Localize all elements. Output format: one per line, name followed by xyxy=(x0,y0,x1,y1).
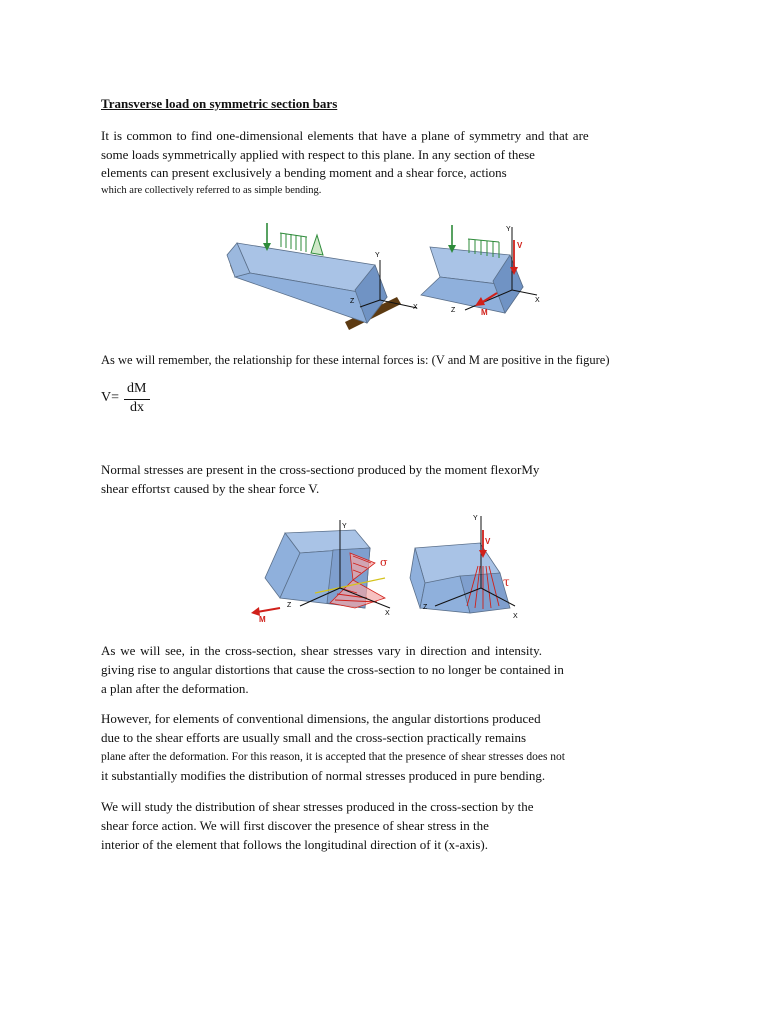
sigma-label: σ xyxy=(380,556,388,569)
intro-line-2: some loads symmetrically applied with respect to this plane. In any section of these xyxy=(101,147,535,162)
figure-stress-distribution xyxy=(245,508,535,628)
para1-line-3: a plan after the deformation. xyxy=(101,681,249,696)
right-stress-axis-x-label: X xyxy=(513,613,518,620)
intro-line-1: It is common to find one-dimensional elements that have a plane of symmetry and that are xyxy=(101,128,589,143)
relationship-text: As we will remember, the relationship for these internal forces is: (V and M are positive in the figure) xyxy=(101,353,610,367)
left-moment-arrow xyxy=(257,608,280,612)
equation-lhs: V= xyxy=(101,390,120,405)
left-axis-z-label: Z xyxy=(350,298,355,305)
right-axis-y-label: Y xyxy=(506,226,511,233)
right-stress-axis-y-label: Y xyxy=(473,515,478,522)
intro-line-3: elements can present exclusively a bending moment and a shear force, actions xyxy=(101,165,507,180)
left-stress-axis-x-label: X xyxy=(385,610,390,617)
para1-line-2: giving rise to angular distortions that cause the cross-section to no longer be contained in xyxy=(101,662,564,677)
left-axis-y-label: Y xyxy=(375,252,380,259)
para2-line-1: However, for elements of conventional dimensions, the angular distortions produced xyxy=(101,711,541,726)
section-title: Transverse load on symmetric section bars xyxy=(101,96,338,111)
figure-beam-loads xyxy=(225,215,555,340)
left-stress-axis-z-label: Z xyxy=(287,602,292,609)
para3-line-1: We will study the distribution of shear stresses produced in the cross-section by the xyxy=(101,799,534,814)
normal-stress-line-1: Normal stresses are present in the cross-sectionσ produced by the moment flexorMy xyxy=(101,462,540,477)
left-axis-x-label: X xyxy=(413,304,418,311)
right-axis-z-label: Z xyxy=(451,307,456,314)
normal-stress-line-2: shear effortsτ caused by the shear force V. xyxy=(101,481,320,496)
right-stress-axis-z-label: Z xyxy=(423,604,428,611)
equation-denominator: dx xyxy=(130,400,144,415)
right-m-label: M xyxy=(481,308,488,317)
para2-line-3: plane after the deformation. For this reason, it is accepted that the presence of shear stresses does not xyxy=(101,751,565,763)
tau-label: τ xyxy=(503,575,510,589)
para2-line-4: it substantially modifies the distribution of normal stresses produced in pure bending. xyxy=(101,768,546,783)
intro-line-4: which are collectively referred to as simple bending. xyxy=(101,185,322,196)
right-v-label: V xyxy=(517,241,523,250)
right-stress-v-label: V xyxy=(485,537,491,546)
left-m-label: M xyxy=(259,615,266,624)
equation-numerator: dM xyxy=(127,381,147,396)
para2-line-2: due to the shear efforts are usually small and the cross-section practically remains xyxy=(101,730,527,745)
para1-line-1: As we will see, in the cross-section, shear stresses vary in direction and intensity. xyxy=(101,643,543,658)
right-axis-x-label: X xyxy=(535,297,540,304)
para3-line-3: interior of the element that follows the longitudinal direction of it (x-axis). xyxy=(101,837,489,852)
para3-line-2: shear force action. We will first discover the presence of shear stress in the xyxy=(101,818,489,833)
left-stress-axis-y-label: Y xyxy=(342,523,347,530)
